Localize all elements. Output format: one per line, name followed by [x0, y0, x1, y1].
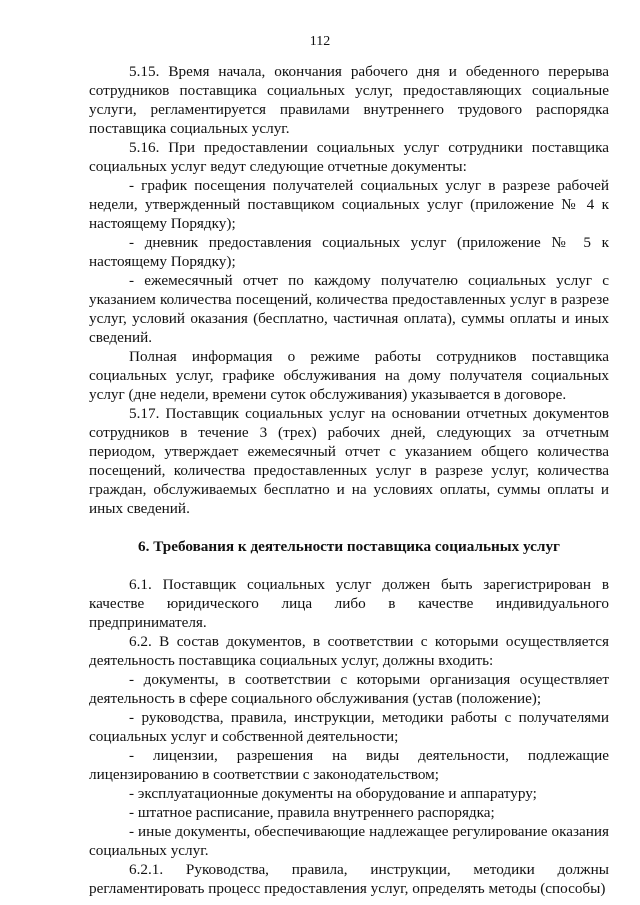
list-item-service-diary: - дневник предоставления социальных услуг (приложение № 5 к настоящему Порядку);: [89, 234, 609, 270]
paragraph-5-16: 5.16. При предоставлении социальных услуг сотрудники поставщика социальных услуг ведут следующие отчетные документы:: [89, 139, 609, 175]
list-item-charter-documents: - документы, в соответствии с которыми организация осуществляет деятельность в сфере социального обслуживания (устав (положение);: [89, 671, 609, 707]
paragraph-6-1: 6.1. Поставщик социальных услуг должен быть зарегистрирован в качестве юридического лица либо в качестве индивидуального предпринимателя.: [89, 576, 609, 631]
paragraph-5-15: 5.15. Время начала, окончания рабочего дня и обеденного перерыва сотрудников поставщика социальных услуг, предоставляющих социальные услуги, регламентируется правилами внутреннего трудового распорядка поставщика социальных услуг.: [89, 63, 609, 137]
list-item-visit-schedule: - график посещения получателей социальных услуг в разрезе рабочей недели, утвержденный поставщиком социальных услуг (приложение № 4 к настоящему Порядку);: [89, 177, 609, 232]
section-heading: 6. Требования к деятельности поставщика социальных услуг: [138, 538, 560, 555]
paragraph-5-17: 5.17. Поставщик социальных услуг на основании отчетных документов сотрудников в течение 3 (трех) рабочих дней, следующих за отчетным периодом, утверждает ежемесячный отчет с указанием общего количества посещений, количества предоставленных услуг в разрезе услуг, количества граждан, обслуживаемых бесплатно и на условиях оплаты, суммы оплаты и иных сведений.: [89, 405, 609, 517]
page-number: 112: [309, 34, 331, 49]
list-item-staff-schedule: - штатное расписание, правила внутреннего распорядка;: [129, 804, 495, 821]
list-item-monthly-report: - ежемесячный отчет по каждому получателю социальных услуг с указанием количества посещений, количества предоставленных услуг в разрезе услуг, условий оказания (бесплатно, частичная оплата), суммы оплаты и иных сведений.: [89, 272, 609, 346]
list-item-manuals: - руководства, правила, инструкции, методики работы с получателями социальных услуг и собственной деятельности;: [89, 709, 609, 745]
paragraph-full-information: Полная информация о режиме работы сотрудников поставщика социальных услуг, графике обслуживания на дому получателя социальных услуг (дне недели, времени суток обслуживания) указывается в договоре.: [89, 348, 609, 403]
paragraph-6-2-1: 6.2.1. Руководства, правила, инструкции, методики должны регламентировать процесс предоставления услуг, определять методы (способы): [89, 861, 609, 897]
list-item-other-documents: - иные документы, обеспечивающие надлежащее регулирование оказания социальных услуг.: [89, 823, 609, 859]
list-item-licenses: - лицензии, разрешения на виды деятельности, подлежащие лицензированию в соответствии с законодательством;: [89, 747, 609, 783]
list-item-equipment-docs: - эксплуатационные документы на оборудование и аппаратуру;: [129, 785, 537, 802]
document-body: [89, 62, 609, 898]
paragraph-6-2: 6.2. В состав документов, в соответствии с которыми осуществляется деятельность поставщика социальных услуг, должны входить:: [89, 633, 609, 669]
